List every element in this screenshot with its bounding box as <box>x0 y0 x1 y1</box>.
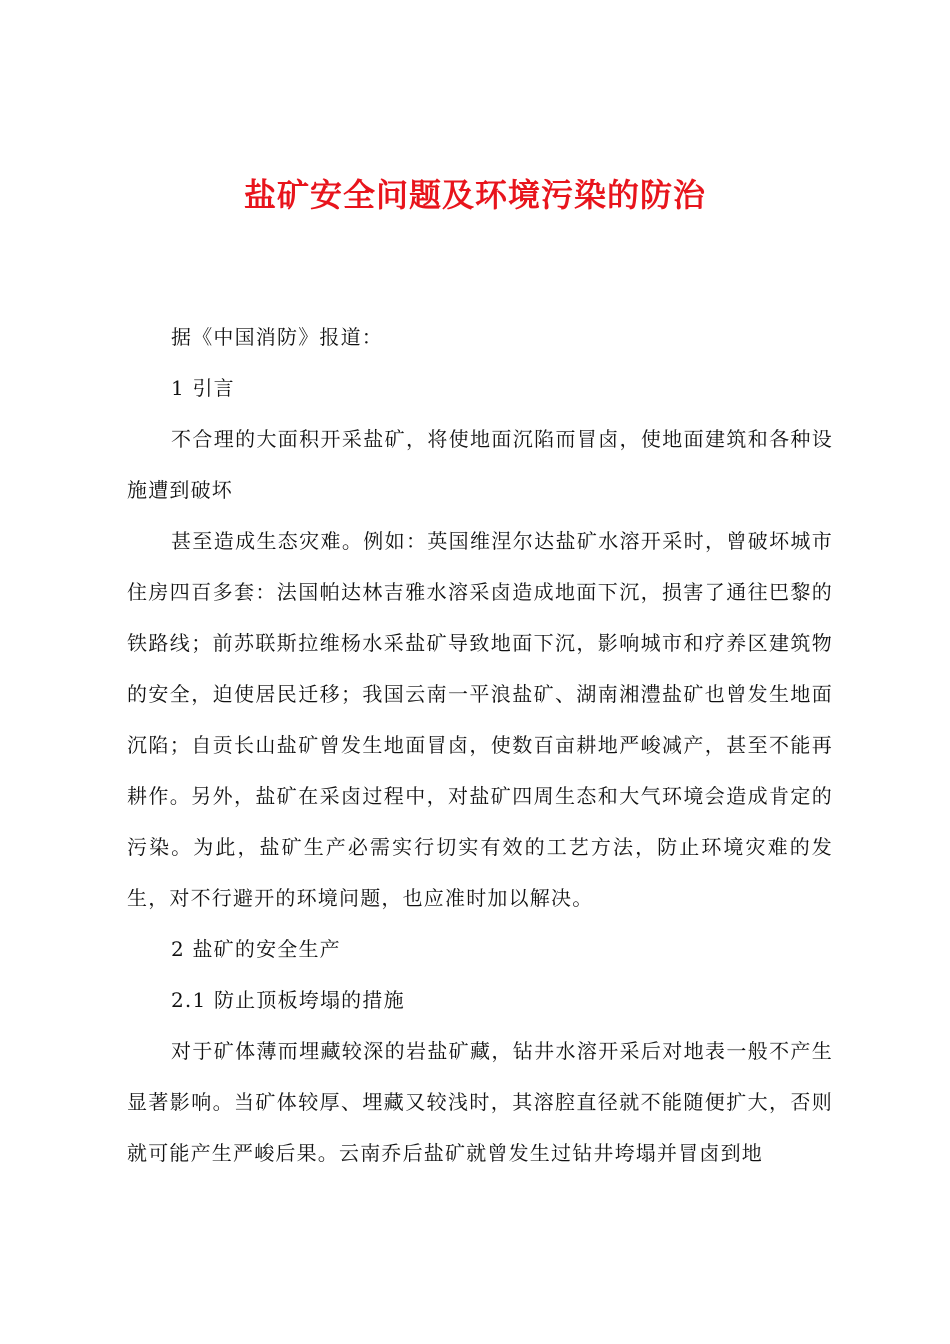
paragraph-roof-collapse: 对于矿体薄而埋藏较深的岩盐矿藏，钻井水溶开采后对地表一般不产生显著影响。当矿体较厚、埋藏又较浅时，其溶腔直径就不能随便扩大，否则就可能产生严峻后果。云南乔后盐矿就曾发生过钻井垮塌并冒卤到地 <box>127 1039 833 1165</box>
paragraph-source: 据《中国消防》报道： <box>171 325 383 349</box>
document-title: 盐矿安全问题及环境污染的防治 <box>243 176 706 214</box>
heading-introduction: 1 引言 <box>171 376 235 400</box>
document-body <box>127 312 833 1179</box>
heading-roof-collapse-measures: 2.1 防止顶板垮塌的措施 <box>171 988 405 1012</box>
heading-safety-production: 2 盐矿的安全生产 <box>171 937 341 961</box>
paragraph-intro-2: 甚至造成生态灾难。例如：英国维涅尔达盐矿水溶开采时，曾破坏城市住房四百多套：法国帕达林吉雅水溶采卤造成地面下沉，损害了通往巴黎的铁路线；前苏联斯拉维杨水采盐矿导致地面下沉，影响城市和疗养区建筑物的安全，迫使居民迁移；我国云南一平浪盐矿、湖南湘澧盐矿也曾发生地面沉陷；自贡长山盐矿曾发生地面冒卤，使数百亩耕地严峻减产，甚至不能再耕作。另外，盐矿在采卤过程中，对盐矿四周生态和大气环境会造成肯定的污染。为此，盐矿生产必需实行切实有效的工艺方法，防止环境灾难的发生，对不行避开的环境问题，也应准时加以解决。 <box>127 529 833 910</box>
paragraph-intro-1: 不合理的大面积开采盐矿，将使地面沉陷而冒卤，使地面建筑和各种设施遭到破坏 <box>127 427 833 502</box>
